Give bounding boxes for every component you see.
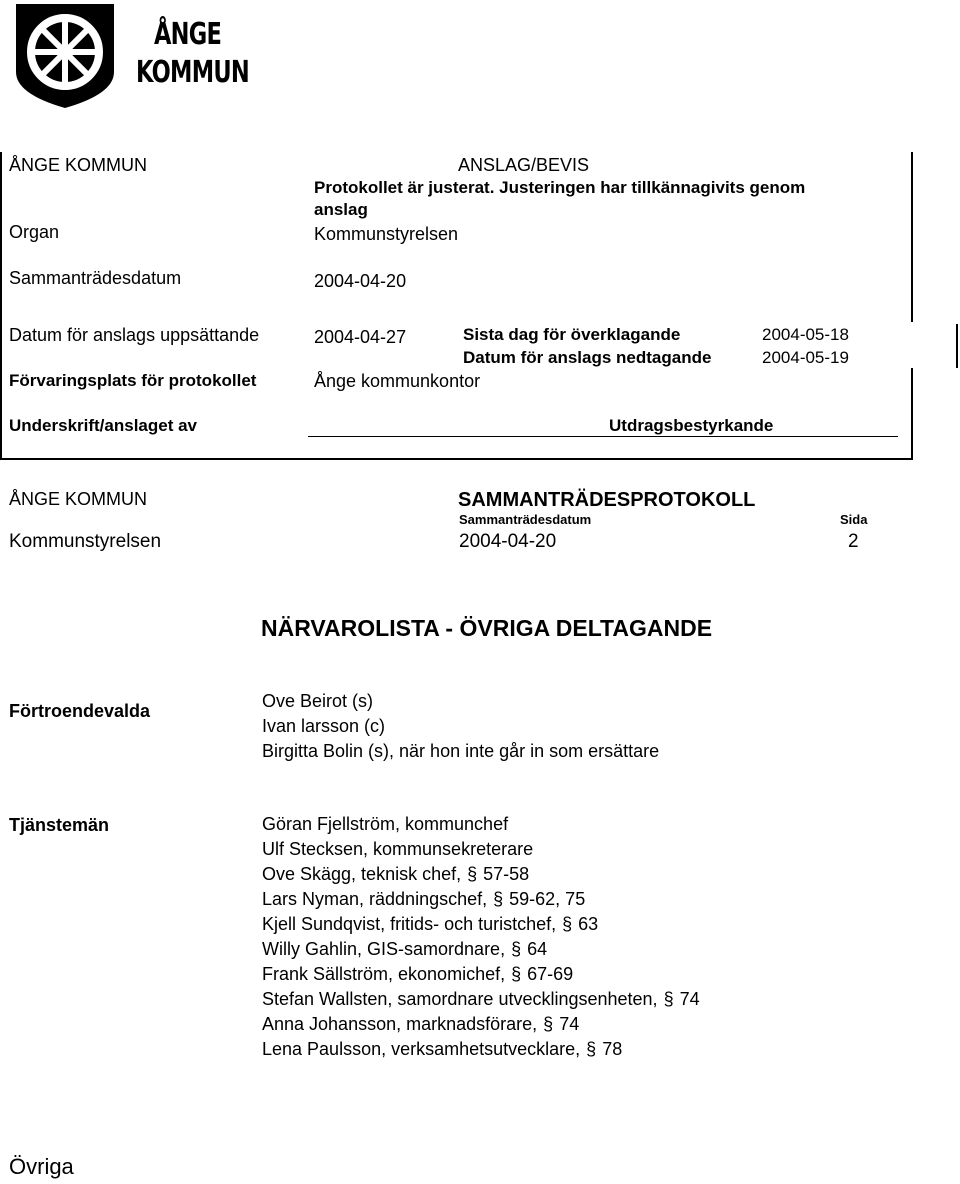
section-ref: 74 (679, 989, 700, 1009)
justerat-text-2: anslag (314, 200, 368, 219)
underskrift-line (308, 436, 898, 437)
protokoll-title: SAMMANTRÄDESPROTOKOLL (458, 489, 756, 511)
protokoll-body: Kommunstyrelsen (9, 531, 162, 552)
list-item-text: Kjell Sundqvist, fritids- och turistchef, (262, 914, 557, 934)
uppsattande-value: 2004-04-27 (314, 327, 407, 347)
list-item (262, 862, 700, 887)
wheel-emblem-icon (14, 2, 116, 110)
logo-line1: ÅNGE (154, 17, 222, 52)
box-left-border (0, 152, 2, 460)
nedtagande-label: Datum för anslags nedtagande (463, 348, 712, 367)
ovriga-label: Övriga (9, 1154, 74, 1179)
tjansteman-list (262, 812, 700, 1062)
section-ref: 63 (578, 914, 599, 934)
list-item (262, 912, 700, 937)
justerat-text-1: Protokollet är justerat. Justeringen har tillkännagivits genom (314, 178, 806, 197)
list-item (262, 887, 700, 912)
overklagande-value: 2004-05-18 (762, 325, 849, 344)
organ-label: Organ (9, 222, 60, 242)
list-item-text: Ulf Stecksen, kommunsekreterare (262, 839, 534, 859)
list-item (262, 812, 700, 837)
list-item-text: Frank Sällström, ekonomichef, (262, 964, 506, 984)
fortroendevalda-label: Förtroendevalda (9, 701, 151, 721)
list-item (262, 1037, 700, 1062)
section-ref: 57-58 (483, 864, 530, 884)
section-sign: § (586, 1039, 597, 1059)
box-side-tick (956, 324, 958, 368)
list-item-text: Stefan Wallsten, samordnare utvecklingsenheten, (262, 989, 658, 1009)
list-item: Ove Beirot (s) (262, 691, 374, 711)
nedtagande-value: 2004-05-19 (762, 348, 849, 367)
forvaring-label: Förvaringsplats för protokollet (9, 371, 257, 390)
list-item (262, 987, 700, 1012)
section-ref: 64 (527, 939, 548, 959)
list-item: Ivan larsson (c) (262, 716, 386, 736)
organ-value: Kommunstyrelsen (314, 224, 459, 244)
section-ref: 59-62, 75 (509, 889, 586, 909)
list-item (262, 937, 700, 962)
list-item (262, 1012, 700, 1037)
anslag-title: ANSLAG/BEVIS (458, 155, 590, 175)
section-sign: § (663, 989, 674, 1009)
logo-line2: KOMMUN (136, 55, 249, 90)
kommun-logo (14, 2, 249, 112)
protokoll-page-value: 2 (848, 531, 859, 552)
list-item-text: Lena Paulsson, verksamhetsutvecklare, (262, 1039, 581, 1059)
underskrift-label: Underskrift/anslaget av (9, 416, 198, 435)
list-item-text: Anna Johansson, marknadsförare, (262, 1014, 538, 1034)
tjansteman-label: Tjänstemän (9, 815, 110, 835)
list-item-text: Lars Nyman, räddningschef, (262, 889, 488, 909)
box-bottom-border (0, 458, 913, 460)
section-sign: § (511, 939, 522, 959)
section-sign: § (562, 914, 573, 934)
page-title: NÄRVAROLISTA - ÖVRIGA DELTAGANDE (261, 615, 713, 641)
section-ref: 67-69 (527, 964, 574, 984)
box-right-border-lower (911, 368, 913, 460)
forvaring-value: Ånge kommunkontor (314, 371, 481, 391)
anslag-org: ÅNGE KOMMUN (9, 155, 148, 175)
utdrag-label: Utdragsbestyrkande (609, 416, 774, 435)
protokoll-page-label: Sida (840, 512, 868, 527)
protokoll-date-value: 2004-04-20 (459, 531, 557, 552)
date-value: 2004-04-20 (314, 271, 407, 291)
list-item (262, 962, 700, 987)
list-item-text: Göran Fjellström, kommunchef (262, 814, 509, 834)
list-item-text: Ove Skägg, teknisk chef, (262, 864, 462, 884)
section-ref: 74 (559, 1014, 580, 1034)
uppsattande-label: Datum för anslags uppsättande (9, 325, 260, 345)
section-sign: § (467, 864, 478, 884)
section-sign: § (543, 1014, 554, 1034)
fortroendevalda-list (262, 689, 659, 764)
list-item: Birgitta Bolin (s), när hon inte går in som ersättare (262, 741, 660, 761)
protokoll-date-label: Sammanträdesdatum (459, 512, 592, 527)
date-label: Sammanträdesdatum (9, 268, 182, 288)
section-sign: § (511, 964, 522, 984)
list-item-text: Willy Gahlin, GIS-samordnare, (262, 939, 506, 959)
section-ref: 78 (602, 1039, 623, 1059)
overklagande-label: Sista dag för överklagande (463, 325, 681, 344)
list-item (262, 837, 700, 862)
box-right-border (911, 152, 913, 322)
section-sign: § (493, 889, 504, 909)
protokoll-org: ÅNGE KOMMUN (9, 489, 148, 509)
